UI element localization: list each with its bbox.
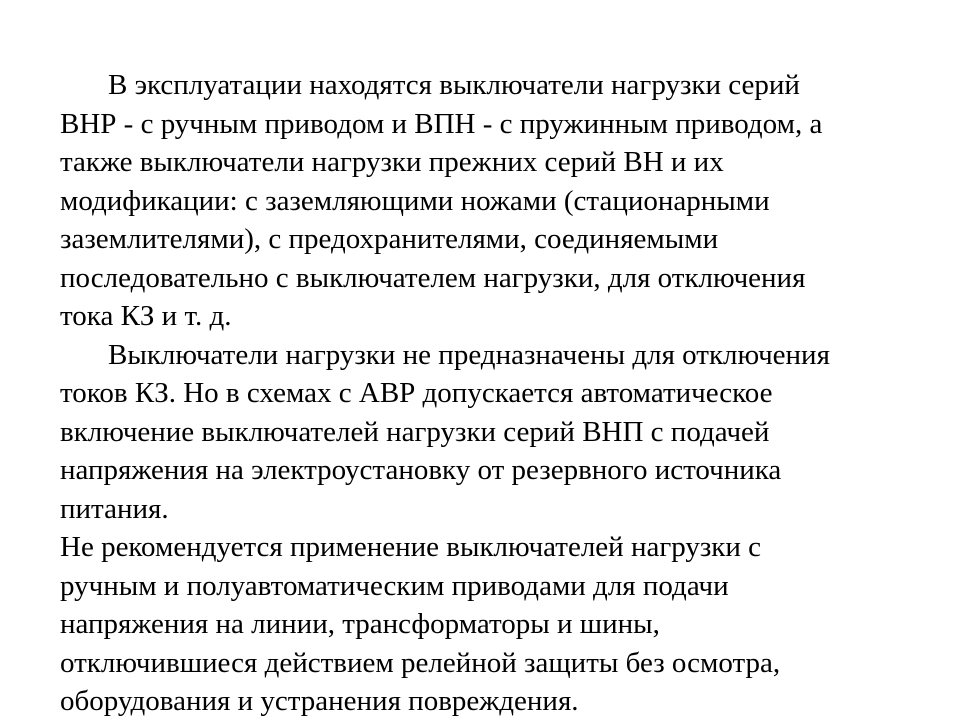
text-line: заземлителями), с предохранителями, соединяемыми — [60, 223, 719, 255]
text-line: отключившиеся действием релейной защиты без осмотра, — [60, 646, 781, 679]
text-line: ручным и полуавтоматическим приводами для подачи — [60, 569, 729, 602]
text-line: напряжения на линии, трансформаторы и шины, — [60, 608, 660, 640]
text-line: Выключатели нагрузки не предназначены для отключения — [108, 338, 830, 371]
text-line: также выключатели нагрузки прежних серий ВН и их — [60, 146, 724, 178]
text-line: В эксплуатации находятся выключатели нагрузки серий — [108, 69, 800, 101]
text-line: включение выключателей нагрузки серий ВНП с подачей — [60, 415, 770, 448]
text-line: токов КЗ. Но в схемах с АВР допускается автоматическое — [60, 377, 773, 409]
text-line: оборудования и устранения повреждения. — [60, 685, 579, 717]
text-line: напряжения на электроустановку от резервного источника — [60, 454, 782, 486]
text-line: последовательно с выключателем нагрузки, для отключения — [60, 261, 806, 294]
text-line: тока КЗ и т. д. — [60, 300, 232, 332]
slide-body-text — [60, 66, 910, 720]
paragraph-1 — [60, 66, 910, 336]
text-line: ВНР - с ручным приводом и ВПН - с пружинным приводом, а — [60, 107, 823, 140]
text-line: Не рекомендуется применение выключателей нагрузки с — [60, 531, 762, 563]
paragraph-3 — [60, 528, 910, 720]
text-line: питания. — [60, 492, 169, 525]
text-line: модификации: с заземляющими ножами (стационарными — [60, 184, 770, 217]
paragraph-2 — [60, 336, 910, 529]
